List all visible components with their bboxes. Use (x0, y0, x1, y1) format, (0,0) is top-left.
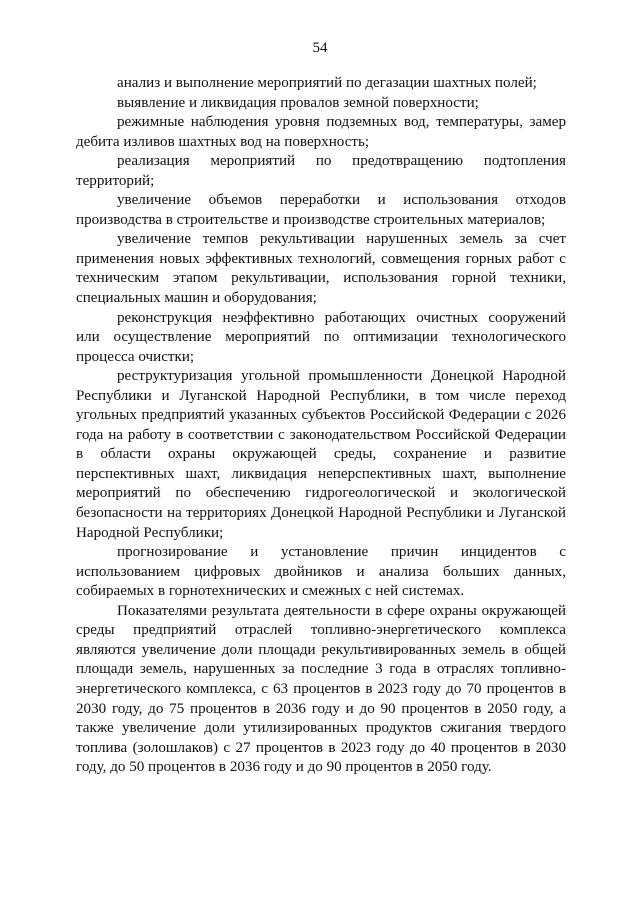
paragraph: увеличение темпов рекультивации нарушенных земель за счет применения новых эффективных технологий, совмещения горных работ с техническим этапом рекультивации, использования горной техники, специальных машин и оборудования; (76, 231, 566, 307)
paragraph: увеличение объемов переработки и использования отходов производства в строительстве и производстве строительных материалов; (76, 192, 566, 228)
document-body (76, 74, 566, 778)
paragraph: реконструкция неэффективно работающих очистных сооружений или осуществление мероприятий по оптимизации технологического процесса очистки; (76, 309, 566, 365)
paragraph: реструктуризация угольной промышленности Донецкой Народной Республики и Луганской Народной Республики, в том числе переход угольных предприятий указанных субъектов Российской Федерации с 2026 года на работу в соответствии с законодательством Российской Федерации в области охраны окружающей среды, сохранение и развитие перспективных шахт, ликвидация неперспективных шахт, выполнение мероприятий по обеспечению гидрогеологической и экологической безопасности на территориях Донецкой Народной Республики и Луганской Народной Республики; (76, 368, 566, 541)
paragraph: Показателями результата деятельности в сфере охраны окружающей среды предприятий отраслей топливно-энергетического комплекса являются увеличение доли площади рекультивированных земель в общей площади земель, нарушенных за последние 3 года в отраслях топливно-энергетического комплекса, с 63 процентов в 2023 году до 70 процентов в 2030 году, до 75 процентов в 2036 году и до 90 процентов в 2050 году, а также увеличение доли утилизированных продуктов сжигания твердого топлива (золошлаков) с 27 процентов в 2023 году до 40 процентов в 2030 году, до 50 процентов в 2036 году и до 90 процентов в 2050 году. (76, 602, 566, 776)
paragraph: режимные наблюдения уровня подземных вод, температуры, замер дебита изливов шахтных вод на поверхность; (76, 114, 566, 150)
paragraph: реализация мероприятий по предотвращению подтопления территорий; (76, 153, 566, 189)
paragraph: прогнозирование и установление причин инцидентов с использованием цифровых двойников и анализа больших данных, собираемых в горнотехнических и смежных с ней системах. (76, 544, 566, 600)
page-number: 54 (312, 40, 328, 56)
paragraph: анализ и выполнение мероприятий по дегазации шахтных полей; (117, 75, 537, 91)
paragraph: выявление и ликвидация провалов земной поверхности; (117, 94, 479, 111)
